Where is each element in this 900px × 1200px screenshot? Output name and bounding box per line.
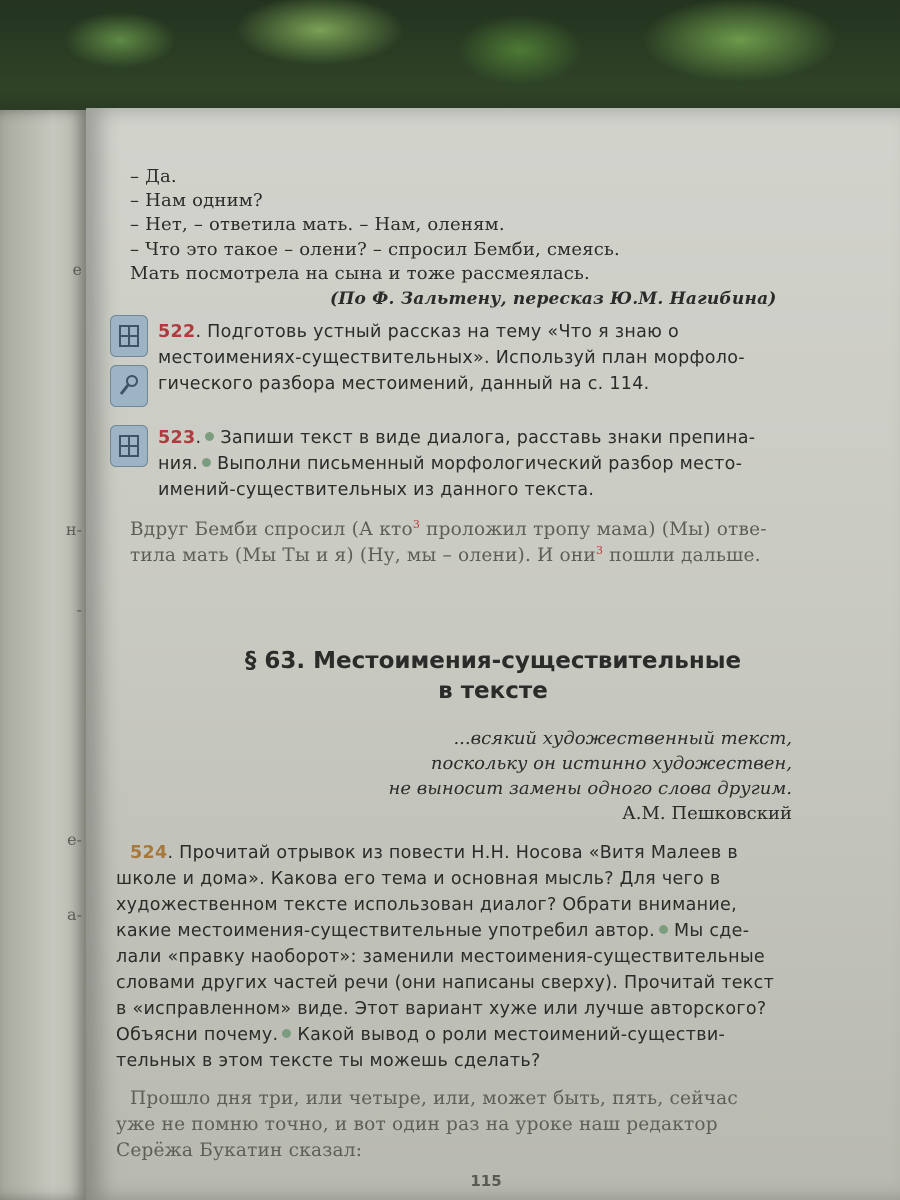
task-524-line: художественном тексте использован диалог? Обрати внимание, bbox=[116, 895, 737, 915]
task-524-line: лали «правку наоборот»: заменили местоимения-существительные bbox=[116, 947, 765, 967]
task-number: 522 bbox=[158, 322, 196, 342]
attribution: (По Ф. Зальтену, пересказ Ю.М. Нагибина) bbox=[330, 289, 777, 309]
left-page-edge bbox=[0, 110, 88, 1200]
story-line: Прошло дня три, или четыре, или, может быть, пять, сейчас bbox=[130, 1088, 738, 1109]
story-line: уже не помню точно, и вот один раз на уроке наш редактор bbox=[116, 1114, 718, 1135]
task-524-line: словами других частей речи (они написаны сверху). Прочитай текст bbox=[116, 973, 775, 993]
task-524-line: Объясни почему. Какой вывод о роли местоимений-существи- bbox=[116, 1025, 726, 1045]
microphone-icon bbox=[110, 365, 148, 407]
dialogue-line: – Нет, – ответила мать. – Нам, оленям. bbox=[130, 214, 505, 235]
left-fragment: н- bbox=[65, 520, 82, 539]
task-522-line: местоимениях-существительных». Используй план морфоло- bbox=[158, 348, 745, 368]
story-line: Серёжа Букатин сказал: bbox=[116, 1140, 363, 1161]
task-524-line: тельных в этом тексте ты можешь сделать? bbox=[116, 1051, 541, 1071]
left-fragment: а- bbox=[67, 905, 82, 924]
task-523-line: 523. Запиши текст в виде диалога, расставь знаки препина- bbox=[158, 428, 756, 448]
dialogue-line: – Да. bbox=[130, 166, 177, 187]
task-number: 524 bbox=[130, 843, 168, 863]
task-522-line: 522. Подготовь устный рассказ на тему «Что я знаю о bbox=[158, 322, 680, 342]
task-523-line: ния. Выполни письменный морфологический разбор место- bbox=[158, 454, 743, 474]
epigraph-line: поскольку он истинно художествен, bbox=[430, 753, 792, 774]
left-fragment: е bbox=[72, 260, 82, 279]
exercise-text-line: тила мать (Мы Ты и я) (Ну, мы – олени). И они$^3$ пошли дальше. bbox=[130, 544, 761, 567]
task-522-line: гического разбора местоимений, данный на с. 114. bbox=[158, 374, 650, 394]
book-page bbox=[86, 108, 900, 1200]
task-524-line: в «исправленном» виде. Этот вариант хуже или лучше авторского? bbox=[116, 999, 767, 1019]
task-523-line: имений-существительных из данного текста. bbox=[158, 480, 595, 500]
task-524-line: 524. Прочитай отрывок из повести Н.Н. Носова «Витя Малеев в bbox=[130, 843, 739, 863]
bullet-icon bbox=[659, 925, 668, 934]
bullet-icon bbox=[282, 1029, 291, 1038]
dialogue-line: – Нам одним? bbox=[130, 190, 263, 211]
bullet-icon bbox=[202, 458, 211, 467]
page-number: 115 bbox=[470, 1172, 502, 1190]
dialogue-line: Мать посмотрела на сына и тоже рассмеялась. bbox=[130, 263, 590, 284]
left-fragment: - bbox=[76, 600, 82, 619]
bullet-icon bbox=[205, 432, 214, 441]
notebook-icon bbox=[110, 425, 148, 467]
task-number: 523 bbox=[158, 428, 196, 448]
task-524-line: какие местоимения-существительные употребил автор. Мы сде- bbox=[116, 921, 750, 941]
notebook-icon bbox=[110, 315, 148, 357]
dialogue-line: – Что это такое – олени? – спросил Бемби, смеясь. bbox=[130, 239, 620, 260]
epigraph-line: не выносит замены одного слова другим. bbox=[388, 778, 792, 799]
exercise-text-line: Вдруг Бемби спросил (А кто$^3$ проложил тропу мама) (Мы) отве- bbox=[130, 518, 767, 541]
section-title: в тексте bbox=[438, 678, 548, 704]
left-fragment: е- bbox=[67, 830, 82, 849]
section-title: § 63. Местоимения-существительные bbox=[244, 648, 742, 674]
epigraph-line: ...всякий художественный текст, bbox=[453, 728, 792, 749]
epigraph-author: А.М. Пешковский bbox=[622, 803, 792, 824]
task-524-line: школе и дома». Какова его тема и основная мысль? Для чего в bbox=[116, 869, 721, 889]
